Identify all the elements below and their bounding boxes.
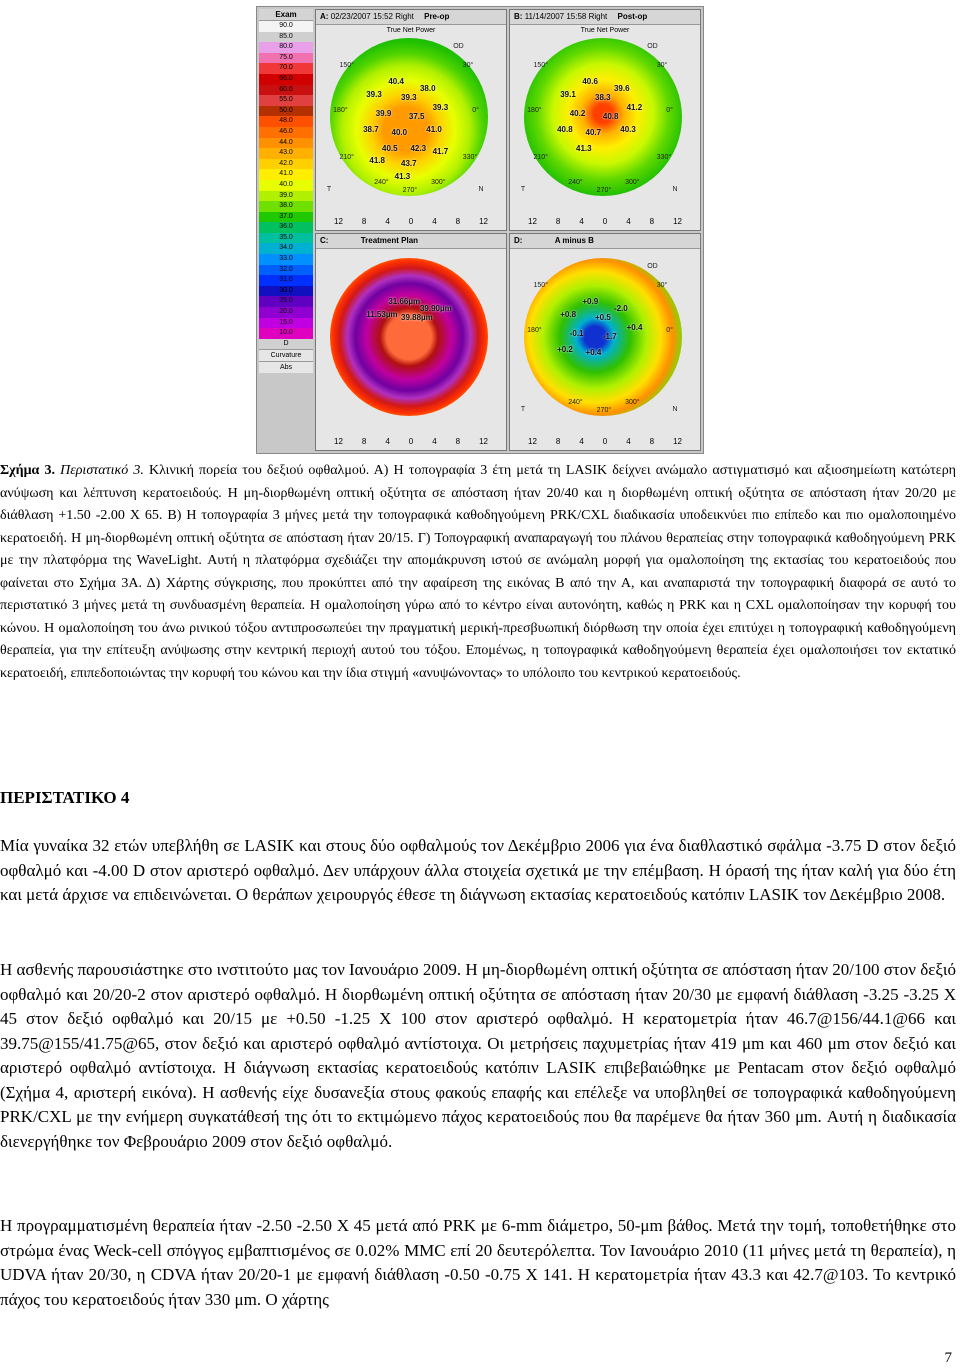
map-axis-label: 300°	[625, 399, 640, 407]
map-value-label: 39.3	[366, 89, 382, 99]
scale-row: 10.0	[259, 328, 313, 339]
map-tick-label: 0	[602, 217, 608, 226]
map-value-label: 41.8	[369, 156, 385, 166]
caption-figure-label: Σχήμα 3.	[0, 463, 55, 478]
map-axis-label: 330°	[656, 154, 672, 162]
map-axis-label: 300°	[625, 179, 640, 187]
map-value-label: 40.6	[582, 77, 598, 87]
panel-c-letter: C:	[320, 236, 329, 245]
map-axis-label: T	[326, 185, 332, 193]
scale-row: 42.0	[259, 159, 313, 170]
caption-text: Κλινική πορεία του δεξιού οφθαλμού. Α) Η τοπογραφία 3 έτη μετά τη LASIK δείχνει ανώμαλο αστιγματισμό και αξιοσημείωτη κατώτερη ανύψωση και λέπτυνση κερατοειδούς. Η μη-διορθωμένη οπτική οξύτητα σε απόσταση ήταν 20/40 και η διορθωμένη οπτική οξύτητα σε απόσταση ήταν 20/20 με διάθλαση +1.50 -2.00 X 65. Β) Η τοπογραφία 3 μήνες μετά την τοπογραφικά καθοδηγούμενη PRK/CXL διαδικασία υποδεικνύει πιο επίπεδο και πιο ομαλοποιημένο κερατοειδή. Η μη-διορθωμένη οπτική οξύτητα σε απόσταση ήταν 20/15. Γ) Τοπογραφική αναπαραγωγή του πλάνου θεραπείας στην τοπογραφικά καθοδηγούμενη PRK με την πλατφόρμα της WaveLight. Αυτή η πλατφόρμα σχεδιάζει την απομάκρυνση ιστού σε ανώμαλη μορφή για ομαλοποίηση της εκτασίας του κερατοειδούς που φαίνεται στο Σχήμα 3Α. Δ) Χάρτης σύγκρισης, που προκύπτει από την αφαίρεση της εικόνας Β από την Α, και αναπαριστά την τοπογραφική διαφορά σε αυτό το περιστατικό 3 μήνες μετά τη συνδυασμένη θεραπεία. Η ομαλοποίηση γύρω από το κέντρο είναι αυτονόητη, καθώς η PRK και η CXL ομαλοποίησαν την κορυφή του κώνου. Η ομαλοποίηση του άνω ρινικού τόξου αντιπροσωπεύει την πραγματική μερική-πρεσβυωπική διόρθωση την οποία έχει επιτύχει η τοπογραφική καθοδηγούμενη θεραπεία, για την επίτευξη ανύψωσης στην κεντρική περιοχή αυτού του τόξου. Επομένως, η τοπογραφικά καθοδηγούμενη θεραπεία έχει ομαλοποιήσει τον εκτατικό κερατοειδή, επιπεδοποιώντας την κορυφή του κώνου και την ίδια στιγμή «ανυψώνοντας» το υπόλοιπο του κεντρικού κερατοειδούς.	[0, 463, 956, 681]
map-axis-label: 30°	[462, 62, 474, 70]
scale-footer-curvature: Curvature	[259, 349, 313, 361]
paragraph-3: Η προγραμματισμένη θεραπεία ήταν -2.50 -2.50 X 45 μετά από PRK με 6-mm διάμετρο, 50-μm βάθος. Μετά την τομή, τοποθετήθηκε στο στρώμα ένας Weck-cell σπόγγος εμβαπτισμένος σε 0.02% MMC επί 20 δευτερόλεπτα. Τον Ιανουάριο 2010 (11 μήνες μετά τη θεραπεία), η UDVA ήταν 20/30, η CDVA ήταν 20/20-1 με εμφανή διάθλαση -0.50 -0.75 X 141. Η κερατομετρία ήταν 43.3 και 42.7@103. Το κεντρικό πάχος του κερατοειδούς ήταν 330 μm. Ο χάρτης	[0, 1216, 956, 1309]
map-value-label: 41.3	[394, 172, 411, 182]
map-value-label: 40.5	[382, 143, 398, 153]
map-axis-label: N	[672, 405, 678, 413]
map-tick-label: 0	[408, 217, 414, 226]
paragraph-2: Η ασθενής παρουσιάστηκε στο ινστιτούτο μας τον Ιανουάριο 2009. Η μη-διορθωμένη οπτική οξύτητα σε απόσταση ήταν 20/100 στον δεξιό οφθαλμό και 20/20-2 στον αριστερό οφθαλμό. Η διορθωμένη οπτική οξύτητα σε απόσταση ήταν 20/30 με εμφανή διάθλαση -3.25 -3.25 X 45 στον δεξιό οφθαλμό και 20/15 με +0.50 -1.25 X 100 στον αριστερό οφθαλμό. Η κερατομετρία ήταν 46.7@156/44.1@66 και 39.75@155/41.75@65, στον δεξιό και αριστερό οφθαλμό αντίστοιχα. Οι μετρήσεις παχυμετρίας ήταν 419 μm και 460 μm στον δεξιό και αριστερό οφθαλμό αντίστοιχα. Η διάγνωση εκτασίας κερατοειδούς κατόπιν LASIK επιβεβαιώθηκε με Pentacam στον δεξιό οφθαλμό (Σχήμα 4, αριστερή εικόνα). Η ασθενής είχε δυσανεξία στους φακούς επαφής και επέλεξε να υποβληθεί σε τοπογραφικά καθοδηγούμενη PRK/CXL με την ενήμερη συγκατάθεσή της ότι το εκτιμώμενο πάχος κερατοειδούς που θα παρέμενε θα ήταν 360 μm. Αυτή η διαδικασία διενεργήθηκε τον Φεβρουάριο 2009 στον δεξιό οφθαλμό.	[0, 960, 956, 1151]
map-axis-label: 240°	[568, 179, 583, 187]
map-axis-label: 0°	[472, 106, 479, 114]
map-axis-label: T	[520, 405, 526, 413]
map-axis-label: 240°	[568, 399, 583, 407]
map-value-label: 39.90µm	[419, 303, 452, 313]
map-value-label: 40.8	[602, 112, 619, 121]
map-axis-label: 330°	[462, 154, 478, 162]
map-value-label: +0.5	[595, 313, 611, 323]
scale-row: 35.0	[259, 233, 313, 244]
map-tick-label: 8	[361, 437, 367, 446]
scale-row: 55.0	[259, 95, 313, 106]
map-axis-label: 210°	[533, 154, 548, 162]
map-value-label: 39.6	[613, 83, 630, 93]
map-value-label: 39.9	[375, 108, 392, 118]
map-tick-label: 4	[626, 217, 631, 226]
map-axis-label: 30°	[656, 62, 668, 70]
map-tick-label: 4	[432, 437, 437, 446]
map-value-label: -2.0	[613, 303, 628, 313]
scale-row: 65.0	[259, 74, 313, 85]
scale-row: 40.0	[259, 180, 313, 191]
topography-figure	[256, 6, 704, 454]
figure-caption	[0, 460, 956, 685]
scale-row: 50.0	[259, 106, 313, 117]
scale-row: D	[259, 339, 313, 350]
map-tick-label: 12	[334, 217, 343, 226]
map-tick-label: 12	[479, 217, 488, 226]
panel-a-letter: A:	[320, 12, 329, 21]
map-axis-label: 150°	[533, 62, 548, 70]
map-tick-label: 8	[555, 217, 561, 226]
scale-row: 38.0	[259, 201, 313, 212]
map-value-label: 42.3	[410, 143, 427, 153]
scale-row: 48.0	[259, 116, 313, 127]
scale-row: 33.0	[259, 254, 313, 265]
map-tick-label: 12	[528, 217, 537, 226]
map-axis-label: 0°	[666, 106, 673, 114]
map-tick-label: 12	[528, 437, 537, 446]
map-axis-label: N	[672, 185, 678, 193]
scale-footer-abs: Abs	[259, 361, 313, 373]
map-value-label: 40.8	[557, 124, 573, 134]
panel-a-info: 02/23/2007 15:52 Right	[330, 12, 414, 21]
map-value-label: 40.0	[391, 127, 408, 137]
panel-d-status: A minus B	[554, 236, 594, 245]
map-axis-label: 150°	[339, 62, 354, 70]
panel-c-treatment-plan	[315, 233, 507, 451]
map-axis-label: 270°	[596, 407, 612, 415]
scale-row: 37.0	[259, 212, 313, 223]
panel-d-letter: D:	[514, 236, 523, 245]
scale-row: 80.0	[259, 42, 313, 53]
scale-row: 44.0	[259, 138, 313, 149]
panel-d-difference-map	[509, 233, 701, 451]
paragraph-1: Μία γυναίκα 32 ετών υπεβλήθη σε LASIK και στους δύο οφθαλμούς τον Δεκέμβριο 2006 για ένα διαθλαστικό σφάλμα -3.75 D στον δεξιό οφθαλμό και -4.00 D στον αριστερό οφθαλμό. Δεν υπάρχουν άλλα στοιχεία σχετικά με την επέμβαση. Η όρασή της ήταν καλή για δύο έτη και μετά άρχισε να επιδεινώνεται. Ο θεράπων χειρουργός έθεσε τη διάγνωση εκτασίας κερατοειδούς κατόπιν LASIK τον Δεκέμβριο 2008.	[0, 836, 956, 904]
map-value-label: 41.3	[576, 143, 592, 153]
map-value-label: -0.1	[569, 328, 584, 338]
map-tick-label: 12	[673, 437, 682, 446]
scale-row: 34.0	[259, 243, 313, 254]
panel-b-status: Post-op	[617, 12, 648, 21]
map-value-label: 41.7	[432, 146, 449, 156]
map-tick-label: 4	[432, 217, 437, 226]
map-tick-label: 0	[408, 437, 414, 446]
map-value-label: 37.5	[408, 112, 425, 121]
map-value-label: +0.4	[585, 347, 602, 357]
map-tick-label: 4	[385, 217, 390, 226]
map-value-label: +0.8	[560, 309, 577, 319]
map-value-label: 41.2	[626, 102, 643, 112]
panel-b-title: True Net Power	[580, 27, 630, 34]
scale-row: 32.0	[259, 265, 313, 276]
map-value-label: +0.2	[557, 344, 573, 354]
map-value-label: 40.7	[585, 127, 602, 137]
map-tick-label: 8	[649, 217, 655, 226]
map-value-label: 40.4	[388, 77, 404, 87]
map-value-label: 39.88µm	[401, 313, 433, 323]
map-axis-label: OD	[647, 43, 658, 51]
panel-b-postop	[509, 9, 701, 231]
scale-row: 20.0	[259, 307, 313, 318]
map-axis-label: 300°	[431, 179, 446, 187]
map-value-label: 40.2	[569, 108, 586, 118]
map-tick-label: 4	[579, 437, 584, 446]
map-tick-label: 12	[673, 217, 682, 226]
scale-row: 90.0	[259, 21, 313, 32]
scale-row: 39.0	[259, 191, 313, 202]
map-value-label: 43.7	[401, 159, 417, 169]
map-tick-label: 4	[579, 217, 584, 226]
map-value-label: -1.7	[602, 332, 617, 341]
map-value-label: 39.3	[401, 93, 417, 103]
map-tick-label: 12	[334, 437, 343, 446]
scale-row: 25.0	[259, 296, 313, 307]
panel-a-status: Pre-op	[424, 12, 450, 21]
map-axis-label: T	[520, 185, 526, 193]
map-axis-label: 270°	[596, 187, 612, 195]
caption-case-label: Περιστατικό 3.	[60, 463, 144, 478]
map-value-label: 31.66µm	[388, 297, 421, 307]
map-tick-label: 8	[649, 437, 655, 446]
map-tick-label: 8	[455, 437, 461, 446]
map-tick-label: 12	[479, 437, 488, 446]
map-axis-label: 270°	[402, 187, 418, 195]
map-tick-label: 4	[385, 437, 390, 446]
map-tick-label: 0	[602, 437, 608, 446]
section-heading: ΠΕΡΙΣΤΑΤΙΚΟ 4	[0, 788, 130, 807]
map-value-label: 38.3	[595, 93, 611, 103]
map-axis-label: 150°	[533, 282, 548, 290]
scale-row: 41.0	[259, 169, 313, 180]
panel-a-preop	[315, 9, 507, 231]
map-value-label: 39.3	[432, 102, 449, 112]
scale-row: 30.0	[259, 286, 313, 297]
map-axis-label: 210°	[339, 154, 354, 162]
scale-row: 75.0	[259, 53, 313, 64]
map-axis-label: 0°	[666, 326, 673, 334]
scale-row: 15.0	[259, 318, 313, 329]
page-number: 7	[944, 1350, 952, 1366]
map-axis-label: 180°	[527, 106, 542, 114]
panel-a-title: True Net Power	[386, 27, 436, 34]
map-value-label: +0.9	[582, 297, 599, 307]
scale-row: 31.0	[259, 275, 313, 286]
scale-row: 60.0	[259, 85, 313, 96]
map-axis-label: 180°	[333, 106, 348, 114]
map-value-label: 38.0	[419, 83, 436, 93]
map-tick-label: 8	[555, 437, 561, 446]
map-tick-label: 8	[361, 217, 367, 226]
map-value-label: 11.53µm	[366, 309, 398, 319]
scale-row: 70.0	[259, 63, 313, 74]
map-axis-label: 180°	[527, 326, 542, 334]
map-tick-label: 8	[455, 217, 461, 226]
map-axis-label: OD	[453, 43, 464, 51]
map-axis-label: 30°	[656, 282, 668, 290]
map-axis-label: N	[478, 185, 484, 193]
panel-b-letter: B:	[514, 12, 523, 21]
scale-header: Exam	[259, 9, 313, 21]
scale-row: 85.0	[259, 32, 313, 43]
map-value-label: 40.3	[620, 124, 636, 134]
panel-c-status: Treatment Plan	[360, 236, 419, 245]
map-value-label: 39.1	[560, 89, 576, 99]
panel-b-info: 11/14/2007 15:58 Right	[524, 12, 608, 21]
map-axis-label: OD	[647, 263, 658, 271]
color-scale-legend	[259, 9, 313, 449]
scale-row: 46.0	[259, 127, 313, 138]
scale-row: 43.0	[259, 148, 313, 159]
map-value-label: 41.0	[426, 124, 442, 134]
scale-row: 36.0	[259, 222, 313, 233]
map-value-label: +0.4	[626, 322, 643, 332]
map-tick-label: 4	[626, 437, 631, 446]
map-value-label: 38.7	[363, 124, 379, 134]
map-axis-label: 240°	[374, 179, 389, 187]
